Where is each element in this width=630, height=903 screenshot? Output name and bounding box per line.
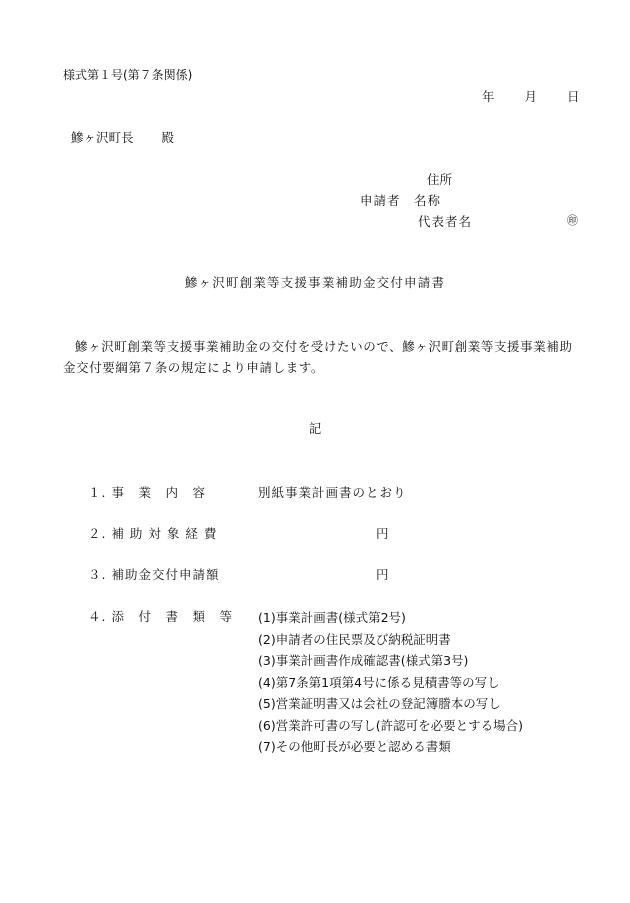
applicant-role-label: 申請者: [360, 193, 401, 208]
item-value-subsidy-amount: 円: [376, 567, 390, 582]
representative-label: 代表者名: [418, 214, 473, 229]
attachment-list: [258, 607, 523, 758]
attachment-item: (4)第7条第1項第4号に係る見積書等の写し: [258, 674, 500, 690]
attachment-item: (2)申請者の住民票及び納税証明書: [258, 631, 451, 647]
document-title: 鰺ヶ沢町創業等支援事業補助金交付申請書: [184, 275, 446, 290]
date-day: 日: [566, 89, 580, 104]
date-month: 月: [524, 89, 537, 104]
addressee: [71, 128, 174, 146]
date-year: 年: [482, 89, 495, 104]
item-value-eligible-cost: 円: [376, 526, 390, 541]
item-label-attachments: ４. 添 付 書 類 等: [88, 609, 233, 624]
attachment-item: (3)事業計画書作成確認書(様式第3号): [258, 653, 469, 668]
date-line: [482, 87, 579, 105]
addressee-name: 鰺ヶ沢町長: [71, 130, 134, 145]
applicant-name-label: 名称: [414, 193, 442, 208]
addressee-honorific: 殿: [161, 130, 175, 145]
attachment-item: (5)営業証明書又は会社の登記簿謄本の写し: [258, 696, 501, 711]
attachment-item: (7)その他町長が必要と認める書類: [258, 739, 451, 754]
body-paragraph: 鰺ヶ沢町創業等支援事業補助金の交付を受けたいので、鰺ヶ沢町創業等支援事業補助金交付要綱第７条の規定により申請します。: [63, 339, 573, 375]
item-value-business-content: 別紙事業計画書のとおり: [258, 485, 407, 500]
form-number: 様式第１号(第７条関係): [63, 68, 193, 82]
item-label-business-content: １. 事 業 内 容: [88, 485, 206, 500]
seal-mark: ㊞: [567, 214, 578, 227]
item-label-subsidy-amount: ３. 補助金交付申請額: [88, 567, 220, 582]
ki-heading: 記: [308, 421, 322, 436]
attachment-item: (1)事業計画書(様式第2号): [258, 610, 406, 625]
applicant-address-label: 住所: [427, 172, 453, 187]
item-label-eligible-cost: ２. 補 助 対 象 経 費: [88, 526, 218, 541]
attachment-item: (6)営業許可書の写し(許認可を必要とする場合): [258, 717, 523, 733]
